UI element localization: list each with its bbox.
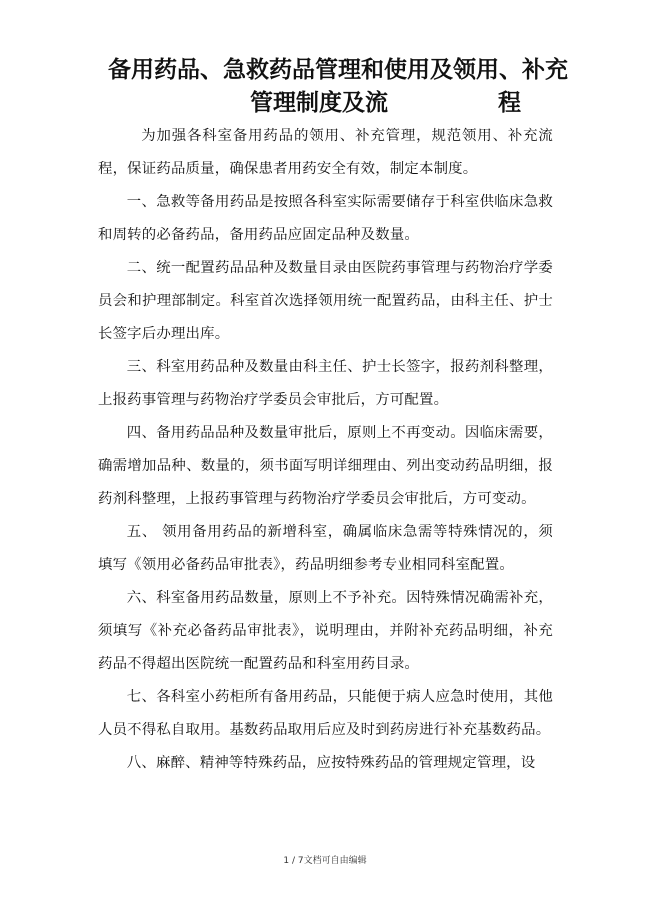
paragraph-1: 一、急救等备用药品是按照各科室实际需要储存于科室供临床急救和周转的必备药品，备用药品应固定品种及数量。 <box>98 194 553 243</box>
document-title-line-2-part-a: 管理制度及流 <box>250 90 388 116</box>
paragraph-2: 二、统一配置药品品种及数量目录由医院药事管理与药物治疗学委员会和护理部制定。科室首次选择领用统一配置药品，由科主任、护士长签字后办理出库。 <box>98 260 553 342</box>
document-title-line-2-part-b: 程 <box>498 90 521 116</box>
paragraph-3: 三、科室用药品种及数量由科主任、护士长签字，报药剂科整理，上报药事管理与药物治疗学委员会审批后，方可配置。 <box>98 359 553 408</box>
paragraph-intro: 为加强各科室备用药品的领用、补充管理，规范领用、补充流程，保证药品质量，确保患者用药安全有效，制定本制度。 <box>98 128 553 177</box>
paragraph-5: 五、 领用备用药品的新增科室，确属临床急需等特殊情况的，须填写《领用必备药品审批表》，药品明细参考专业相同科室配置。 <box>98 524 553 573</box>
document-title-line-2 <box>250 88 650 118</box>
paragraph-4: 四、备用药品品种及数量审批后，原则上不再变动。因临床需要，确需增加品种、数量的，须书面写明详细理由、列出变动药品明细，报药剂科整理，上报药事管理与药物治疗学委员会审批后，方可变动。 <box>98 425 553 507</box>
paragraph-7: 七、各科室小药柜所有备用药品，只能便于病人应急时使用，其他人员不得私自取用。基数药品取用后应及时到药房进行补充基数药品。 <box>98 689 553 738</box>
document-title-line-1: 备用药品、急救药品管理和使用及领用、补充 <box>108 57 568 83</box>
document-body <box>98 120 553 780</box>
paragraph-6: 六、科室备用药品数量，原则上不予补充。因特殊情况确需补充，须填写《补充必备药品审批表》，说明理由，并附补充药品明细，补充药品不得超出医院统一配置药品和科室用药目录。 <box>98 590 553 672</box>
paragraph-8: 八、麻醉、精神等特殊药品，应按特殊药品的管理规定管理，设 <box>126 755 536 771</box>
page-footer: 1 / 7文档可自由编辑 <box>283 856 367 866</box>
